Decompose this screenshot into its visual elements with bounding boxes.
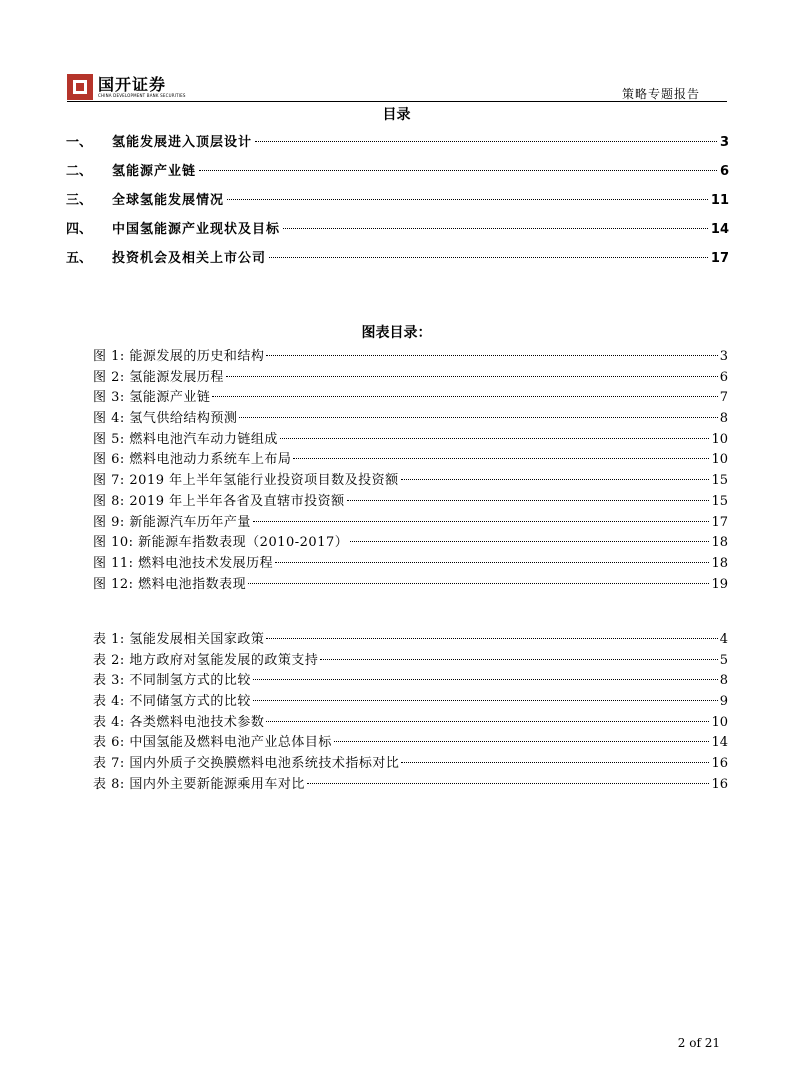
- figure-entry-page: 15: [711, 473, 728, 489]
- dot-leader: [401, 479, 710, 480]
- table-entry[interactable]: [93, 733, 728, 754]
- page-number: 2 of 21: [677, 1036, 720, 1050]
- toc-entry-number: 二、: [66, 164, 93, 179]
- table-entry-page: 5: [719, 652, 728, 668]
- figure-entry[interactable]: [93, 533, 728, 554]
- dot-leader: [212, 396, 717, 397]
- dot-leader: [320, 659, 717, 660]
- figure-entry-page: 3: [719, 349, 728, 364]
- toc-entry[interactable]: [66, 186, 729, 215]
- figure-entry-label: 图 3: 氢能源产业链: [93, 390, 211, 406]
- main-toc: [66, 128, 729, 273]
- table-entry-page: 16: [711, 756, 728, 772]
- toc-entry-label: 氢能源产业链: [112, 164, 197, 179]
- toc-entry[interactable]: [66, 244, 729, 273]
- figure-entry[interactable]: [93, 368, 728, 389]
- figure-entry[interactable]: [93, 450, 728, 471]
- toc-entry-number: 一、: [66, 135, 93, 150]
- dot-leader: [269, 257, 708, 258]
- figure-entry-page: 15: [711, 493, 728, 509]
- dot-leader: [280, 438, 710, 439]
- toc-entry[interactable]: [66, 128, 729, 157]
- figure-entry-label: 图 4: 氢气供给结构预测: [93, 411, 238, 427]
- dot-leader: [199, 170, 717, 171]
- dot-leader: [253, 700, 718, 701]
- figure-entry-label: 图 6: 燃料电池动力系统车上布局: [93, 452, 292, 468]
- company-logo-icon: [67, 74, 93, 100]
- figures-toc: [93, 347, 728, 595]
- dot-leader: [226, 376, 718, 377]
- dot-leader: [307, 783, 710, 784]
- dot-leader: [266, 355, 717, 356]
- table-entry-label: 表 6: 中国氢能及燃料电池产业总体目标: [93, 735, 332, 751]
- figure-entry-page: 10: [711, 431, 728, 447]
- dot-leader: [253, 521, 710, 522]
- toc-entry-number: 三、: [66, 193, 93, 208]
- table-entry[interactable]: [93, 630, 728, 651]
- figure-entry-label: 图 11: 燃料电池技术发展历程: [93, 555, 274, 571]
- figure-entry[interactable]: [93, 492, 728, 513]
- brand-name-english: CHINA DEVELOPMENT BANK SECURITIES: [98, 93, 186, 98]
- table-entry-page: 14: [711, 735, 728, 751]
- table-entry[interactable]: [93, 671, 728, 692]
- figures-toc-title: 图表目录：: [361, 325, 432, 341]
- toc-entry-label: 投资机会及相关上市公司: [112, 251, 267, 266]
- figure-entry[interactable]: [93, 430, 728, 451]
- table-entry[interactable]: [93, 651, 728, 672]
- table-entry[interactable]: [93, 692, 728, 713]
- toc-entry-page: 17: [710, 251, 729, 266]
- figure-entry-label: 图 2: 氢能源发展历程: [93, 369, 224, 385]
- figure-entry[interactable]: [93, 554, 728, 575]
- figure-entry[interactable]: [93, 347, 728, 368]
- dot-leader: [283, 228, 708, 229]
- figure-entry-label: 图 1: 能源发展的历史和结构: [93, 349, 265, 364]
- table-entry-page: 4: [719, 632, 728, 647]
- figure-entry-page: 8: [719, 411, 728, 427]
- table-entry[interactable]: [93, 754, 728, 775]
- toc-entry-number: 四、: [66, 222, 93, 237]
- table-entry[interactable]: [93, 775, 728, 796]
- dot-leader: [401, 762, 709, 763]
- figure-entry[interactable]: [93, 388, 728, 409]
- figure-entry-label: 图 8: 2019 年上半年各省及直辖市投资额: [93, 493, 345, 509]
- dot-leader: [239, 417, 717, 418]
- figure-entry[interactable]: [93, 409, 728, 430]
- figure-entry-label: 图 5: 燃料电池汽车动力链组成: [93, 431, 278, 447]
- dot-leader: [293, 458, 709, 459]
- toc-entry-label: 氢能发展进入顶层设计: [112, 135, 253, 150]
- toc-entry-page: 3: [719, 135, 729, 150]
- toc-entry-page: 6: [719, 164, 729, 179]
- figure-entry[interactable]: [93, 575, 728, 596]
- dot-leader: [350, 541, 709, 542]
- dot-leader: [227, 199, 708, 200]
- table-entry-label: 表 4: 各类燃料电池技术参数: [93, 714, 265, 730]
- table-entry-page: 16: [711, 776, 728, 792]
- table-entry-page: 8: [719, 673, 728, 689]
- toc-entry-page: 11: [710, 193, 729, 208]
- figure-entry-page: 6: [719, 369, 728, 385]
- dot-leader: [248, 583, 709, 584]
- figure-entry-page: 10: [711, 452, 728, 468]
- table-entry-label: 表 3: 不同制氢方式的比较: [93, 673, 251, 689]
- report-type: 策略专题报告: [621, 87, 700, 101]
- figure-entry-label: 图 7: 2019 年上半年氢能行业投资项目数及投资额: [93, 473, 399, 489]
- table-entry-label: 表 7: 国内外质子交换膜燃料电池系统技术指标对比: [93, 756, 400, 772]
- dot-leader: [334, 741, 710, 742]
- table-entry-page: 9: [719, 694, 728, 710]
- dot-leader: [275, 562, 709, 563]
- figure-entry-page: 18: [711, 555, 728, 571]
- figure-entry-label: 图 10: 新能源车指数表现（2010-2017）: [93, 535, 349, 551]
- toc-entry-label: 中国氢能源产业现状及目标: [112, 222, 281, 237]
- figure-entry-page: 17: [711, 514, 728, 530]
- brand-name: 国开证券: [98, 75, 167, 94]
- figure-entry[interactable]: [93, 513, 728, 534]
- header-divider: [67, 101, 727, 102]
- figure-entry-page: 18: [711, 535, 728, 551]
- dot-leader: [347, 500, 710, 501]
- table-entry-page: 10: [711, 714, 728, 730]
- figure-entry[interactable]: [93, 471, 728, 492]
- dot-leader: [255, 141, 717, 142]
- table-entry-label: 表 1: 氢能发展相关国家政策: [93, 632, 265, 647]
- dot-leader: [266, 638, 717, 639]
- figure-entry-page: 7: [719, 390, 728, 406]
- table-entry[interactable]: [93, 713, 728, 734]
- figure-entry-label: 图 12: 燃料电池指数表现: [93, 576, 247, 592]
- table-entry-label: 表 2: 地方政府对氢能发展的政策支持: [93, 652, 319, 668]
- toc-entry-page: 14: [710, 222, 729, 237]
- toc-entry-number: 五、: [66, 251, 93, 266]
- toc-title: 目录: [382, 107, 411, 123]
- toc-entry[interactable]: [66, 157, 729, 186]
- tables-toc: [93, 630, 728, 796]
- toc-entry[interactable]: [66, 215, 729, 244]
- dot-leader: [266, 721, 709, 722]
- figure-entry-page: 19: [711, 576, 728, 592]
- table-entry-label: 表 8: 国内外主要新能源乘用车对比: [93, 776, 305, 792]
- dot-leader: [253, 679, 718, 680]
- table-entry-label: 表 4: 不同储氢方式的比较: [93, 694, 251, 710]
- toc-entry-label: 全球氢能发展情况: [112, 193, 225, 208]
- figure-entry-label: 图 9: 新能源汽车历年产量: [93, 514, 251, 530]
